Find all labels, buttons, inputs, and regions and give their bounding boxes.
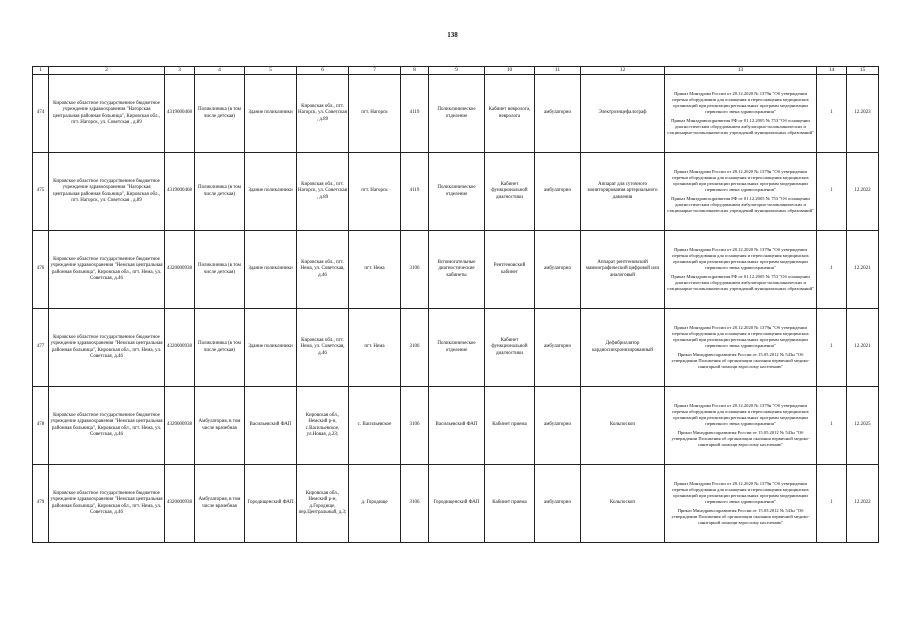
unit-cell: Поликлиническое отделение bbox=[429, 309, 485, 387]
column-number: 6 bbox=[297, 67, 349, 75]
column-number: 13 bbox=[665, 67, 817, 75]
room-cell: Кабинет невролога, невролога bbox=[485, 75, 535, 153]
column-number: 1 bbox=[33, 67, 49, 75]
unit-cell: Поликлиническое отделение bbox=[429, 153, 485, 231]
code-cell: 3106 bbox=[401, 231, 429, 309]
equipment-register-table bbox=[32, 66, 879, 543]
row-number: 479 bbox=[33, 465, 49, 543]
column-number: 10 bbox=[485, 67, 535, 75]
locality-cell: пгт. Нагорск bbox=[349, 75, 401, 153]
service-type-cell: Поликлиника (в том числе детская) bbox=[195, 75, 245, 153]
deadline-cell: 12.2025 bbox=[847, 387, 879, 465]
legal-basis-primary: Приказ Минздрава России от 28.12.2020 № 1379н "Об утверждении перечня оборудования для оснащения и переоснащения медицинских организаций при реализации региональных программ модернизации первичного звена здравоохранения" bbox=[672, 403, 809, 426]
table-row bbox=[33, 387, 879, 465]
legal-basis-cell bbox=[665, 465, 817, 543]
unit-cell: Городищенский ФАП bbox=[429, 465, 485, 543]
building-cell: Здание поликлиники bbox=[245, 153, 297, 231]
legal-basis-primary: Приказ Минздрава России от 28.12.2020 № 1379н "Об утверждении перечня оборудования для оснащения и переоснащения медицинских организаций при реализации региональных программ модернизации первичного звена здравоохранения" bbox=[672, 247, 809, 270]
room-cell: Кабинет функциональной диагностики bbox=[485, 309, 535, 387]
legal-basis-primary: Приказ Минздрава России от 28.12.2020 № 1379н "Об утверждении перечня оборудования для оснащения и переоснащения медицинских организаций при реализации региональных программ модернизации первичного звена здравоохранения" bbox=[672, 481, 809, 504]
column-number: 15 bbox=[847, 67, 879, 75]
legal-basis-primary: Приказ Минздрава России от 28.12.2020 № 1379н "Об утверждении перечня оборудования для оснащения и переоснащения медицинских организаций при реализации региональных программ модернизации первичного звена здравоохранения" bbox=[672, 91, 809, 114]
quantity-cell: 1 bbox=[817, 387, 847, 465]
column-number: 9 bbox=[429, 67, 485, 75]
column-number: 4 bbox=[195, 67, 245, 75]
row-number: 478 bbox=[33, 387, 49, 465]
unit-cell: Васильевский ФАП bbox=[429, 387, 485, 465]
room-cell: Кабинет приема bbox=[485, 387, 535, 465]
address-cell: Кировская обл., Немский р-н, д.Городище, пер.Центральный, д.3; bbox=[297, 465, 349, 543]
service-type-cell: Поликлиника (в том числе детская) bbox=[195, 309, 245, 387]
equipment-cell: Аппарат для суточного мониторирования артериального давления bbox=[581, 153, 665, 231]
organization-cell: Кировское областное государственное бюджетное учреждение здравоохранения "Немская центральная районная больница", Кировская обл., пгт. Нема, ул. Советская, д.46 bbox=[49, 465, 165, 543]
page-number: 138 bbox=[447, 31, 458, 39]
legal-basis-primary: Приказ Минздрава России от 28.12.2020 № 1379н "Об утверждении перечня оборудования для оснащения и переоснащения медицинских организаций при реализации региональных программ модернизации первичного звена здравоохранения" bbox=[672, 169, 809, 192]
organization-cell: Кировское областное государственное бюджетное учреждение здравоохранения "Нагорская центральная районная больница", Кировская обл., пгт. Нагорск, ул. Советская , д.89 bbox=[49, 75, 165, 153]
code-cell: 3106 bbox=[401, 387, 429, 465]
room-cell: Кабинет приема bbox=[485, 465, 535, 543]
inn-cell: 4319000468 bbox=[165, 153, 195, 231]
row-number: 474 bbox=[33, 75, 49, 153]
column-number: 7 bbox=[349, 67, 401, 75]
quantity-cell: 1 bbox=[817, 153, 847, 231]
service-type-cell: Поликлиника (в том числе детская) bbox=[195, 153, 245, 231]
care-type-cell: амбулаторно bbox=[535, 465, 581, 543]
locality-cell: пгт. Нема bbox=[349, 309, 401, 387]
legal-basis-secondary: Приказ Минздравсоцразвития России от 15.05.2012 № 543н "Об утверждении Положения об организации оказания первичной медико-санитарной помощи взрослому населению" bbox=[671, 352, 810, 369]
column-number: 3 bbox=[165, 67, 195, 75]
legal-basis-cell bbox=[665, 153, 817, 231]
organization-cell: Кировское областное государственное бюджетное учреждение здравоохранения "Немская центральная районная больница", Кировская обл., пгт. Нема, ул. Советская, д.46 bbox=[49, 387, 165, 465]
building-cell: Здание поликлиники bbox=[245, 75, 297, 153]
equipment-cell: Дефибриллятор кардиосинхронизированный bbox=[581, 309, 665, 387]
table-row bbox=[33, 231, 879, 309]
quantity-cell: 1 bbox=[817, 75, 847, 153]
inn-cell: 4319000468 bbox=[165, 75, 195, 153]
legal-basis-cell bbox=[665, 387, 817, 465]
row-number: 475 bbox=[33, 153, 49, 231]
code-cell: 3106 bbox=[401, 309, 429, 387]
service-type-cell: Амбулатория, в том числе врачебная bbox=[195, 387, 245, 465]
care-type-cell: амбулаторно bbox=[535, 75, 581, 153]
code-cell: 3106 bbox=[401, 465, 429, 543]
care-type-cell: амбулаторно bbox=[535, 153, 581, 231]
legal-basis-secondary: Приказ Минздравсоцразвития России от 15.05.2012 № 543н "Об утверждении Положения об организации оказания первичной медико-санитарной помощи взрослому населению" bbox=[671, 430, 810, 447]
address-cell: Кировская обл., пгт. Нагорск, ул. Советская , д.89 bbox=[297, 153, 349, 231]
address-cell: Кировская обл., Немский р-н, с.Васильевское, ул.Новая, д.23; bbox=[297, 387, 349, 465]
table-row bbox=[33, 465, 879, 543]
organization-cell: Кировское областное государственное бюджетное учреждение здравоохранения "Немская центральная районная больница", Кировская обл., пгт. Нема, ул. Советская, д.46 bbox=[49, 231, 165, 309]
row-number: 476 bbox=[33, 231, 49, 309]
service-type-cell: Амбулатория, в том числе врачебная bbox=[195, 465, 245, 543]
room-cell: Кабинет функциональной диагностики bbox=[485, 153, 535, 231]
inn-cell: 4320000938 bbox=[165, 309, 195, 387]
table-row bbox=[33, 75, 879, 153]
equipment-cell: Электроэнцефалограф bbox=[581, 75, 665, 153]
organization-cell: Кировское областное государственное бюджетное учреждение здравоохранения "Нагорская центральная районная больница", Кировская обл., пгт. Нагорск, ул. Советская , д.89 bbox=[49, 153, 165, 231]
column-number: 5 bbox=[245, 67, 297, 75]
locality-cell: пгт. Нагорск bbox=[349, 153, 401, 231]
inn-cell: 4320000938 bbox=[165, 231, 195, 309]
inn-cell: 4320000938 bbox=[165, 465, 195, 543]
legal-basis-secondary: Приказ Минздравсоцразвития РФ от 01.12.2005 № 753 "Об оснащении диагностическим оборудованием амбулаторно-поликлинических и стационарно-поликлинических учреждений муниципальных образований" bbox=[667, 196, 814, 213]
organization-cell: Кировское областное государственное бюджетное учреждение здравоохранения "Немская центральная районная больница", Кировская обл., пгт. Нема, ул. Советская, д.46 bbox=[49, 309, 165, 387]
room-cell: Рентгеновский кабинет bbox=[485, 231, 535, 309]
legal-basis-cell bbox=[665, 231, 817, 309]
care-type-cell: амбулаторно bbox=[535, 387, 581, 465]
unit-cell: Поликлиническое отделение bbox=[429, 75, 485, 153]
equipment-cell: Аппарат рентгеновский маммографический цифровой или аналоговый bbox=[581, 231, 665, 309]
care-type-cell: амбулаторно bbox=[535, 309, 581, 387]
code-cell: 4119 bbox=[401, 153, 429, 231]
equipment-cell: Кольпоскоп bbox=[581, 387, 665, 465]
row-number: 477 bbox=[33, 309, 49, 387]
legal-basis-primary: Приказ Минздрава России от 28.12.2020 № 1379н "Об утверждении перечня оборудования для оснащения и переоснащения медицинских организаций при реализации региональных программ модернизации первичного звена здравоохранения" bbox=[672, 325, 809, 348]
column-number: 2 bbox=[49, 67, 165, 75]
table-row bbox=[33, 309, 879, 387]
legal-basis-cell bbox=[665, 75, 817, 153]
building-cell: Васильевский ФАП bbox=[245, 387, 297, 465]
inn-cell: 4320000938 bbox=[165, 387, 195, 465]
legal-basis-secondary: Приказ Минздравсоцразвития России от 15.05.2012 № 543н "Об утверждении Положения об организации оказания первичной медико-санитарной помощи взрослому населению" bbox=[671, 508, 810, 525]
code-cell: 4119 bbox=[401, 75, 429, 153]
header-row bbox=[33, 67, 879, 75]
address-cell: Кировская обл., пгт. Нема, ул. Советская, д.46 bbox=[297, 309, 349, 387]
quantity-cell: 1 bbox=[817, 231, 847, 309]
column-number: 12 bbox=[581, 67, 665, 75]
deadline-cell: 12.2023 bbox=[847, 75, 879, 153]
deadline-cell: 12.2021 bbox=[847, 231, 879, 309]
service-type-cell: Поликлиника (в том числе детская) bbox=[195, 231, 245, 309]
building-cell: Здание поликлиники bbox=[245, 231, 297, 309]
legal-basis-cell bbox=[665, 309, 817, 387]
locality-cell: с. Васильевское bbox=[349, 387, 401, 465]
address-cell: Кировская обл., пгт. Нема, ул. Советская, д.46 bbox=[297, 231, 349, 309]
deadline-cell: 12.2022 bbox=[847, 153, 879, 231]
table-row bbox=[33, 153, 879, 231]
address-cell: Кировская обл., пгт. Нагорск, ул. Советская , д.89 bbox=[297, 75, 349, 153]
legal-basis-secondary: Приказ Минздравсоцразвития РФ от 01.12.2005 № 753 "Об оснащении диагностическим оборудованием амбулаторно-поликлинических и стационарно-поликлинических учреждений муниципальных образований" bbox=[667, 274, 814, 291]
deadline-cell: 12.2022 bbox=[847, 465, 879, 543]
locality-cell: пгт. Нема bbox=[349, 231, 401, 309]
building-cell: Здание поликлиники bbox=[245, 309, 297, 387]
column-number: 8 bbox=[401, 67, 429, 75]
quantity-cell: 1 bbox=[817, 465, 847, 543]
column-number: 14 bbox=[817, 67, 847, 75]
column-number: 11 bbox=[535, 67, 581, 75]
building-cell: Городищенский ФАП bbox=[245, 465, 297, 543]
deadline-cell: 12.2021 bbox=[847, 309, 879, 387]
unit-cell: Вспомогательные диагностические кабинеты bbox=[429, 231, 485, 309]
equipment-cell: Кольпоскоп bbox=[581, 465, 665, 543]
quantity-cell: 1 bbox=[817, 309, 847, 387]
legal-basis-secondary: Приказ Минздравсоцразвития РФ от 01.12.2005 № 753 "Об оснащении диагностическим оборудованием амбулаторно-поликлинических и стационарно-поликлинических учреждений муниципальных образований" bbox=[667, 118, 814, 135]
care-type-cell: амбулаторно bbox=[535, 231, 581, 309]
locality-cell: д. Городище bbox=[349, 465, 401, 543]
